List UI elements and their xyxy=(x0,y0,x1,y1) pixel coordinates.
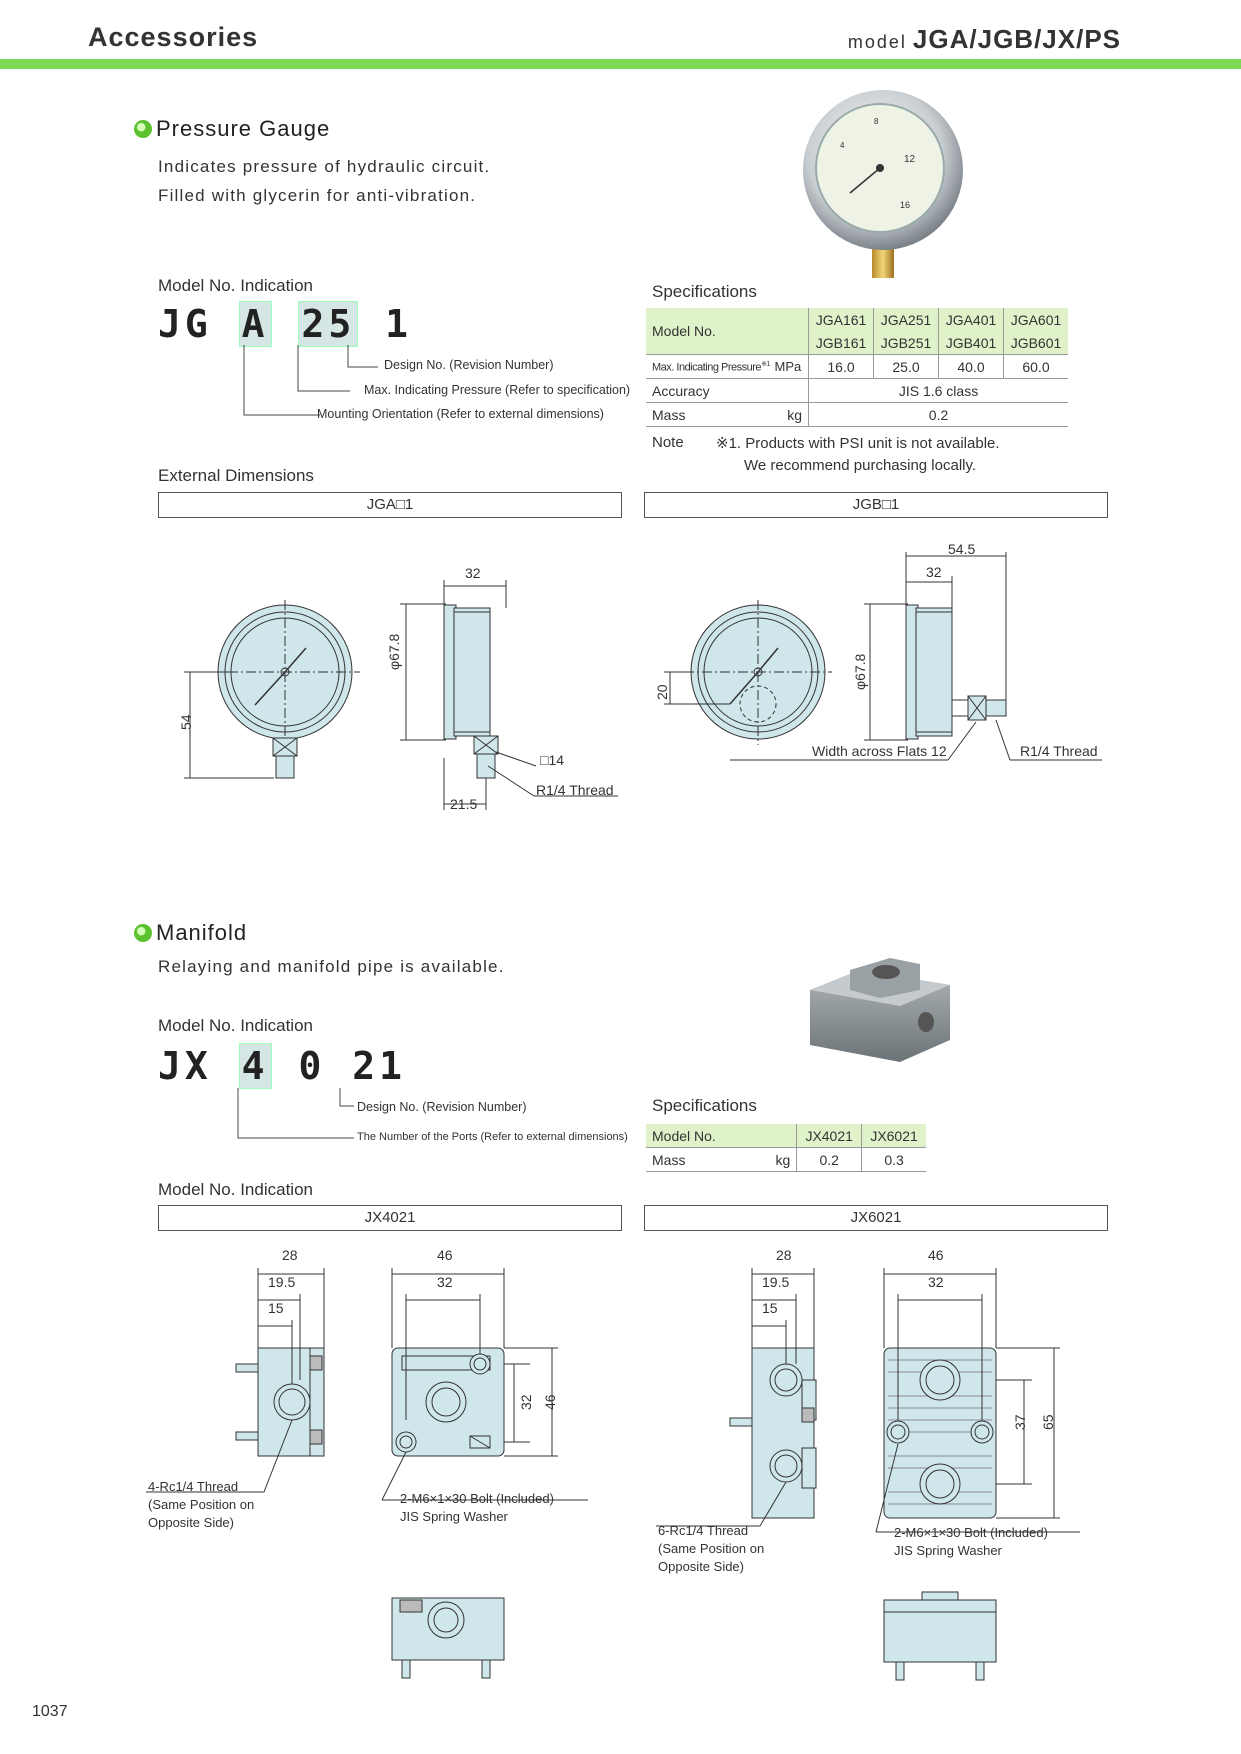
jx4021-dim-32: 32 xyxy=(437,1274,453,1290)
pg-spec-pressure-cell: 25.0 xyxy=(874,355,939,379)
jgb-dim-20: 20 xyxy=(654,684,670,700)
pg-spec-accuracy-value: JIS 1.6 class xyxy=(809,379,1068,403)
pg-spec-pressure-cell: 40.0 xyxy=(939,355,1004,379)
jga-dim-diameter: φ67.8 xyxy=(386,633,402,670)
pg-spec-mass-value: 0.2 xyxy=(809,403,1068,427)
model-prefix: model xyxy=(847,32,907,52)
svg-text:8: 8 xyxy=(874,117,879,126)
jga-dimension-drawing xyxy=(170,560,630,820)
pg-spec-label: Specifications xyxy=(652,282,757,301)
green-bullet-icon xyxy=(134,120,152,138)
mf-model-no-indication-label: Model No. Indication xyxy=(158,1016,313,1035)
mf-spec-unit-kg: kg xyxy=(740,1148,797,1172)
mf-spec-mass-cell: 0.3 xyxy=(862,1148,926,1172)
mf-spec-mass-label: Mass xyxy=(646,1148,740,1172)
pg-code-part3: 25 xyxy=(298,301,358,347)
pg-spec-pressure-cell: 60.0 xyxy=(1003,355,1068,379)
model-names: JGA/JGB/JX/PS xyxy=(912,24,1121,54)
pg-spec-table xyxy=(646,308,1068,427)
jx6021-dim-15: 15 xyxy=(762,1300,778,1316)
pg-spec-unit-mpa: MPa xyxy=(773,355,809,379)
pg-spec-model-cell: JGA251 xyxy=(874,308,939,331)
pg-callout-design: Design No. (Revision Number) xyxy=(384,358,554,372)
page-title: Accessories xyxy=(88,22,259,52)
mf-spec-mass-cell: 0.2 xyxy=(797,1148,862,1172)
jgb-drawing-title: JGB□1 xyxy=(644,492,1108,518)
mf-code-part4: 21 xyxy=(352,1044,406,1088)
jx4021-bolt-line2: JIS Spring Washer xyxy=(400,1509,508,1524)
jx6021-dim-32: 32 xyxy=(928,1274,944,1290)
pg-code-part4: 1 xyxy=(385,302,412,346)
jx6021-dim-h37: 37 xyxy=(1012,1414,1028,1430)
svg-text:4: 4 xyxy=(840,141,845,150)
jx4021-thread-line3: Opposite Side) xyxy=(148,1515,234,1530)
pg-model-no-indication-label: Model No. Indication xyxy=(158,276,313,295)
mf-model-code xyxy=(158,1044,406,1088)
mf-spec-model-label: Model No. xyxy=(646,1124,797,1148)
pressure-gauge-desc-line2: Filled with glycerin for anti-vibration. xyxy=(158,186,477,205)
jx4021-thread-line2: (Same Position on xyxy=(148,1497,255,1512)
jgb-dim-width-across-flats: Width across Flats 12 xyxy=(812,743,947,759)
jx6021-thread-line1: 6-Rc1/4 Thread xyxy=(658,1523,749,1538)
manifold-title: Manifold xyxy=(156,920,248,945)
pg-spec-mass-label: Mass xyxy=(646,403,773,427)
jgb-dim-thread: R1/4 Thread xyxy=(1020,743,1098,759)
jga-drawing-title: JGA□1 xyxy=(158,492,622,518)
jx4021-dim-28: 28 xyxy=(282,1247,298,1263)
mf-callout-ports: The Number of the Ports (Refer to external dimensions) xyxy=(357,1131,628,1143)
pg-spec-unit-kg: kg xyxy=(773,403,809,427)
pg-spec-model-cell: JGB601 xyxy=(1003,331,1068,355)
pg-spec-model-cell: JGA161 xyxy=(809,308,874,331)
jx4021-bolt-line1: 2-M6×1×30 Bolt (Included) xyxy=(400,1491,554,1506)
pg-note-line1: ※1. Products with PSI unit is not available. xyxy=(716,435,1000,452)
pg-external-dimensions-label: External Dimensions xyxy=(158,466,314,485)
mf-code-part2: 4 xyxy=(239,1043,272,1089)
jgb-dim-32: 32 xyxy=(926,564,942,580)
jx4021-drawing-title: JX4021 xyxy=(158,1205,622,1231)
jx4021-dimension-drawing xyxy=(140,1250,610,1690)
pg-note-line2: We recommend purchasing locally. xyxy=(744,457,977,474)
jx6021-dim-46: 46 xyxy=(928,1247,944,1263)
jx6021-dim-28: 28 xyxy=(776,1247,792,1263)
pg-spec-model-cell: JGB401 xyxy=(939,331,1004,355)
pg-spec-model-cell: JGA601 xyxy=(1003,308,1068,331)
jx4021-dim-h32: 32 xyxy=(518,1394,534,1410)
jx6021-thread-line2: (Same Position on xyxy=(658,1541,765,1556)
mf-callout-design: Design No. (Revision Number) xyxy=(357,1100,527,1114)
mf-spec-model-cell: JX4021 xyxy=(797,1124,862,1148)
jga-dim-thread: R1/4 Thread xyxy=(536,782,614,798)
pg-note-label: Note xyxy=(652,434,684,451)
jx6021-dim-h65: 65 xyxy=(1040,1414,1056,1430)
jx4021-dim-15: 15 xyxy=(268,1300,284,1316)
svg-text:16: 16 xyxy=(900,200,911,210)
pg-model-code xyxy=(158,302,412,346)
pressure-gauge-title: Pressure Gauge xyxy=(156,116,331,141)
jx6021-dimension-drawing xyxy=(640,1250,1110,1690)
mf-callout-lines xyxy=(230,1088,370,1144)
mf-spec-table xyxy=(646,1124,926,1172)
model-heading xyxy=(848,24,1121,55)
pg-spec-model-cell: JGA401 xyxy=(939,308,1004,331)
pg-callout-mounting: Mounting Orientation (Refer to external dimensions) xyxy=(317,407,604,421)
pressure-gauge-section-title xyxy=(134,116,330,142)
manifold-photo xyxy=(800,950,960,1070)
pg-spec-model-cell: JGB161 xyxy=(809,331,874,355)
manifold-description: Relaying and manifold pipe is available. xyxy=(158,957,505,976)
manifold-section-title xyxy=(134,920,247,946)
pg-code-part1: JG xyxy=(158,302,212,346)
header-divider xyxy=(0,59,1241,69)
mf-code-part3: 0 xyxy=(298,1044,326,1088)
jx6021-thread-note xyxy=(658,1522,764,1576)
mf-spec-row-mass xyxy=(646,1148,926,1172)
jx6021-thread-line3: Opposite Side) xyxy=(658,1559,744,1574)
jga-dim-square14: □14 xyxy=(540,752,565,768)
pg-spec-row-pressure xyxy=(646,355,1068,379)
jx4021-thread-line1: 4-Rc1/4 Thread xyxy=(148,1479,239,1494)
mf-spec-label: Specifications xyxy=(652,1096,757,1115)
jgb-dim-54-5: 54.5 xyxy=(948,541,976,557)
pg-code-part2: A xyxy=(239,301,272,347)
pg-spec-pressure-label: Max. Indicating Pressure$^{※1}$ xyxy=(646,355,773,379)
jx4021-bolt-note xyxy=(400,1490,554,1526)
page-number: 1037 xyxy=(32,1703,68,1720)
jx4021-dim-h46: 46 xyxy=(542,1394,558,1410)
pg-spec-model-cell: JGB251 xyxy=(874,331,939,355)
jx6021-dim-19-5: 19.5 xyxy=(762,1274,790,1290)
jx4021-dim-19-5: 19.5 xyxy=(268,1274,296,1290)
jx6021-bolt-line1: 2-M6×1×30 Bolt (Included) xyxy=(894,1525,1048,1540)
jx6021-drawing-title: JX6021 xyxy=(644,1205,1108,1231)
jx6021-bolt-line2: JIS Spring Washer xyxy=(894,1543,1002,1558)
pressure-gauge-photo xyxy=(800,88,970,288)
mf-spec-model-cell: JX6021 xyxy=(862,1124,926,1148)
mf-spec-row-model xyxy=(646,1124,926,1148)
pg-spec-pressure-cell: 16.0 xyxy=(809,355,874,379)
pressure-gauge-desc-line1: Indicates pressure of hydraulic circuit. xyxy=(158,157,491,176)
mf-code-part1: JX xyxy=(158,1044,212,1088)
pg-spec-row-model-top xyxy=(646,308,1068,331)
jgb-dim-diameter: φ67.8 xyxy=(852,653,868,690)
green-bullet-icon xyxy=(134,924,152,942)
svg-text:12: 12 xyxy=(904,154,916,165)
pg-spec-model-label: Model No. xyxy=(646,308,809,355)
pg-spec-row-mass xyxy=(646,403,1068,427)
jga-dim-21-5: 21.5 xyxy=(450,796,478,812)
jx4021-dim-46: 46 xyxy=(437,1247,453,1263)
jga-dim-32: 32 xyxy=(465,565,481,581)
jx6021-bolt-note xyxy=(894,1524,1048,1560)
pressure-gauge-description xyxy=(158,152,490,210)
jga-dim-54: 54 xyxy=(178,714,194,730)
mf-dimension-label: Model No. Indication xyxy=(158,1180,313,1199)
jx4021-thread-note xyxy=(148,1478,254,1532)
pg-spec-row-accuracy xyxy=(646,379,1068,403)
pg-spec-accuracy-label: Accuracy xyxy=(646,379,809,403)
pg-callout-pressure: Max. Indicating Pressure (Refer to specification) xyxy=(364,383,631,397)
